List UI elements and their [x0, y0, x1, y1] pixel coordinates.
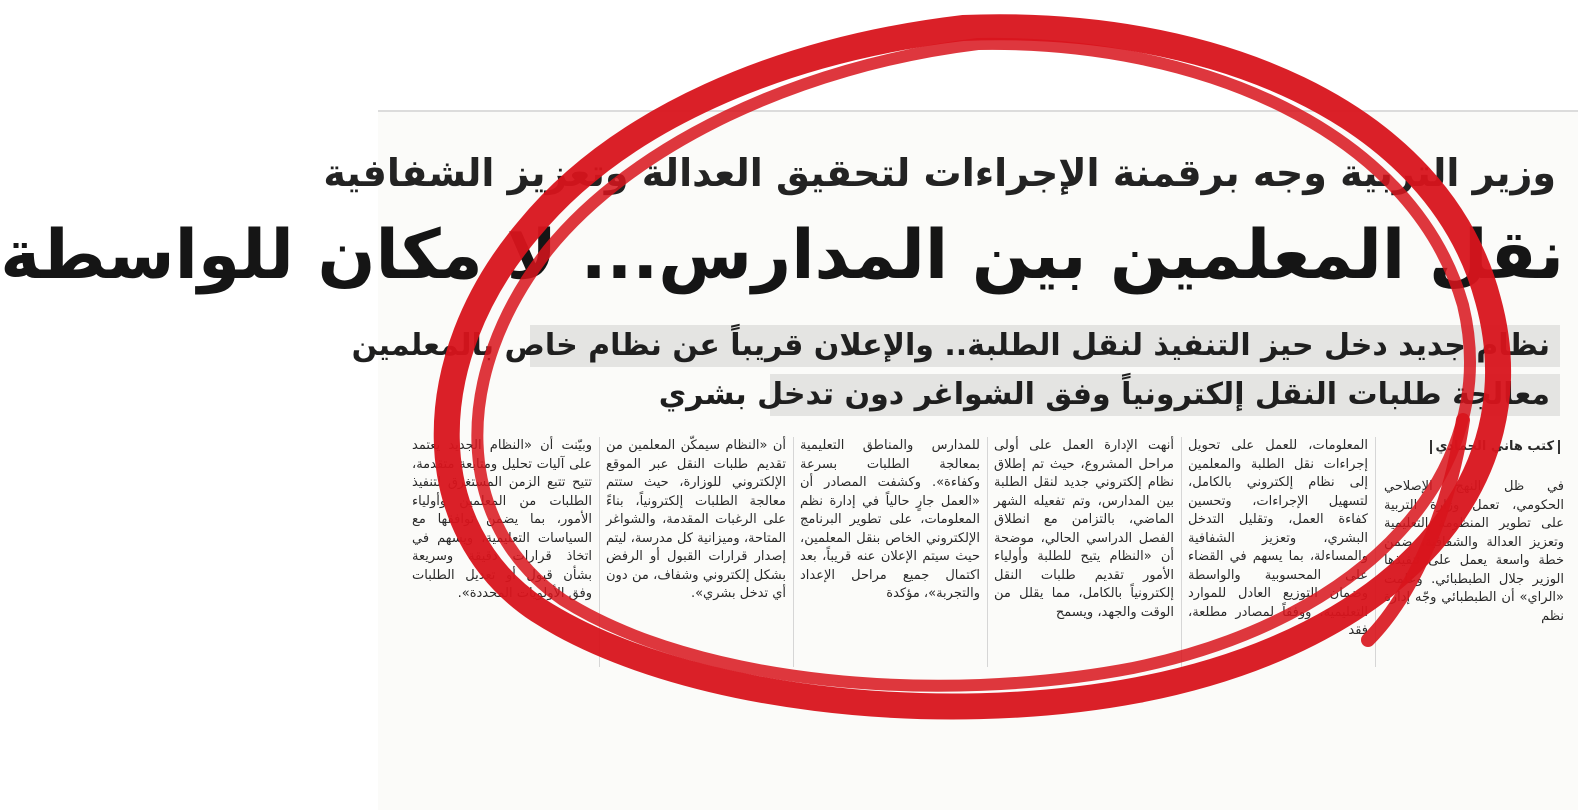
article-subhead-2: معالجة طلبات النقل إلكترونياً وفق الشواغر دون تدخل بشري [770, 374, 1560, 416]
article-column-3: أنهت الإدارة العمل على أولى مراحل المشروع، حيث تم إطلاق نظام إلكتروني جديد لنقل الطلبة بين المدارس، وتم تفعيله الشهر الماضي، بالتزامن مع انطلاق الفصل الدراسي الحالي، موضحة أن «النظام يتيح للطلبة وأولياء الأمور تقديم طلبات النقل إلكترونياً بالكامل، مما يقلل من الوقت والجهد، ويسمح [994, 438, 1174, 620]
blank-top-margin [378, 0, 1578, 112]
column-divider [1375, 437, 1376, 667]
article-column-4: للمدارس والمناطق التعليمية بمعالجة الطلبات بسرعة وكفاءة». وكشفت المصادر أن «العمل جارٍ حالياً في إدارة نظم المعلومات، على تطوير البرنامج الإلكتروني الخاص بنقل المعلمين، حيث سيتم الإعلان عنه قريباً، بعد اكتمال جميع مراحل الإعداد والتجربة»، مؤكدة [800, 438, 980, 601]
article-headline: نقل المعلمين بين المدارس... لا مكان للواسطة [0, 216, 1564, 295]
article-kicker: وزير التربية وجه برقمنة الإجراءات لتحقيق العدالة وتعزيز الشفافية [323, 151, 1556, 195]
column-divider [599, 437, 600, 667]
article-column-6: وبيّنت أن «النظام الجديد يعتمد على آليات تحليل ومتابعة متقدمة، تتيح تتبع الزمن المستغرق لتنفيذ الطلبات من المعلمين وأولياء الأمور، بما يضمن توافقها مع السياسات التعليمية، ويسهم في اتخاذ قرارات دقيقة وسريعة بشأن قبول أو تعديل الطلبات وفق الأولويات المحددة». [412, 438, 592, 601]
byline-text: كتب هاني الحمادي [1435, 439, 1554, 454]
column-divider [1181, 437, 1182, 667]
article-column-5: أن «النظام سيمكّن المعلمين من تقديم طلبات النقل عبر الموقع الإلكتروني للوزارة، حيث ستتم معالجة الطلبات إلكترونياً، بناءً على الرغبات المقدمة، والشواغر المتاحة، وميزانية كل مدرسة، ليتم إصدار قرارات القبول أو الرفض بشكل إلكتروني وشفاف، من دون أي تدخل بشري». [606, 438, 786, 601]
article-column-2: المعلومات، للعمل على تحويل إجراءات نقل الطلبة والمعلمين إلى نظام إلكتروني بالكامل، لتسهيل الإجراءات، وتحسين كفاءة العمل، وتقليل التدخل البشري، وتعزيز الشفافية والمساءلة، بما يسهم في القضاء على المحسوبية والواسطة وضمان التوزيع العادل للموارد التعليمية. ووفقاً لمصادر مطلعة، فقد [1188, 438, 1368, 638]
article-byline [1414, 437, 1564, 457]
column-divider [793, 437, 794, 667]
article-column-1: في ظل النهج الإصلاحي الحكومي، تعمل وزارة التربية على تطوير المنظومة التعليمية وتعزيز العدالة والشفافية، ضمن خطة واسعة يعمل على تنفيذها الوزير جلال الطبطبائي. وعلمت «الراي» أن الطبطبائي وجّه إدارة نظم [1384, 479, 1564, 624]
article-subhead-1: نظام جديد دخل حيز التنفيذ لنقل الطلبة.. والإعلان قريباً عن نظام خاص بالمعلمين [530, 325, 1560, 367]
byline-bar [1558, 440, 1560, 454]
column-divider [987, 437, 988, 667]
byline-bar [1430, 440, 1432, 454]
